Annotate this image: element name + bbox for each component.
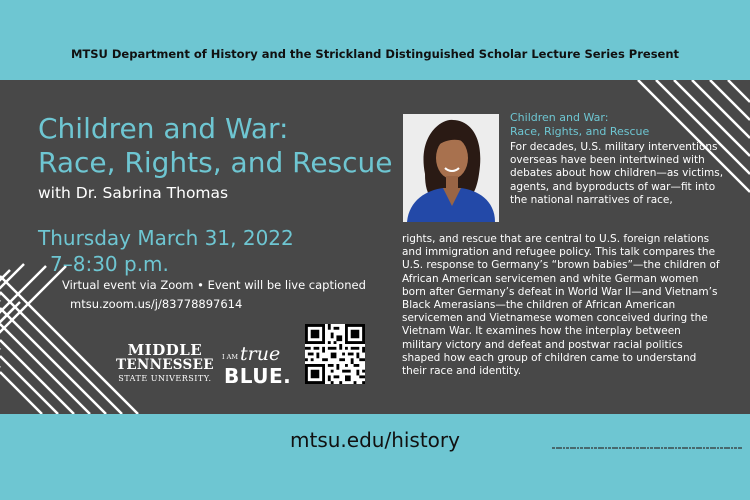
- event-title: [38, 112, 393, 180]
- qr-code-icon[interactable]: [305, 324, 365, 384]
- description-text-bottom: rights, and rescue that are central to U.S. foreign relations and immigration and refugee policy. This talk compares the U.S. response to Germany’s “brown babies”—the children of African American servicemen and white German women born after Germany’s defeat in World War II—and Vietnam’s Black Amerasians—the children of African American servicemen and Vietnamese women conceived during the Vietnam War. It examines how the interplay between military victory and defeat and postwar racial politics shaped how each group of children came to understand their race and identity.: [402, 233, 720, 378]
- zoom-link[interactable]: mtsu.zoom.us/j/83778897614: [70, 297, 243, 311]
- description-text-top: For decades, U.S. military interventions overseas have been intertwined with debates about how children—as victims, agents, and byproducts of war—fit into the national narratives of race,: [510, 141, 724, 206]
- top-band: [0, 0, 750, 80]
- sidebar-title-line2: Race, Rights, and Rescue: [510, 125, 650, 138]
- header-title: MTSU Department of History and the Strickland Distinguished Scholar Lecture Series Present: [70, 47, 680, 61]
- virtual-event-note: Virtual event via Zoom • Event will be live captioned: [62, 278, 366, 292]
- sidebar-title: [510, 111, 649, 139]
- true-blue-iam: I AM: [222, 353, 238, 361]
- event-title-line1: Children and War:: [38, 112, 289, 145]
- main-panel: [0, 80, 750, 414]
- speaker-photo: [403, 114, 499, 222]
- mtsu-logo-line3: STATE UNIVERSITY.: [118, 374, 212, 383]
- mtsu-logo: [116, 342, 214, 385]
- fine-print-disclaimer: [552, 446, 742, 450]
- event-time: 7–8:30 p.m.: [50, 252, 169, 276]
- event-title-line2: Race, Rights, and Rescue: [38, 146, 393, 179]
- mtsu-logo-line1: MIDDLE: [127, 341, 203, 359]
- true-blue-blue: BLUE.: [224, 364, 292, 388]
- true-blue-logo: [220, 342, 290, 386]
- event-date: Thursday March 31, 2022: [38, 226, 294, 250]
- sidebar-title-line1: Children and War:: [510, 111, 609, 124]
- mtsu-logo-line2: TENNESSEE: [116, 357, 214, 373]
- true-blue-true: true: [240, 343, 281, 365]
- presenter-name: with Dr. Sabrina Thomas: [38, 184, 229, 202]
- footer-website-link[interactable]: mtsu.edu/history: [290, 428, 460, 452]
